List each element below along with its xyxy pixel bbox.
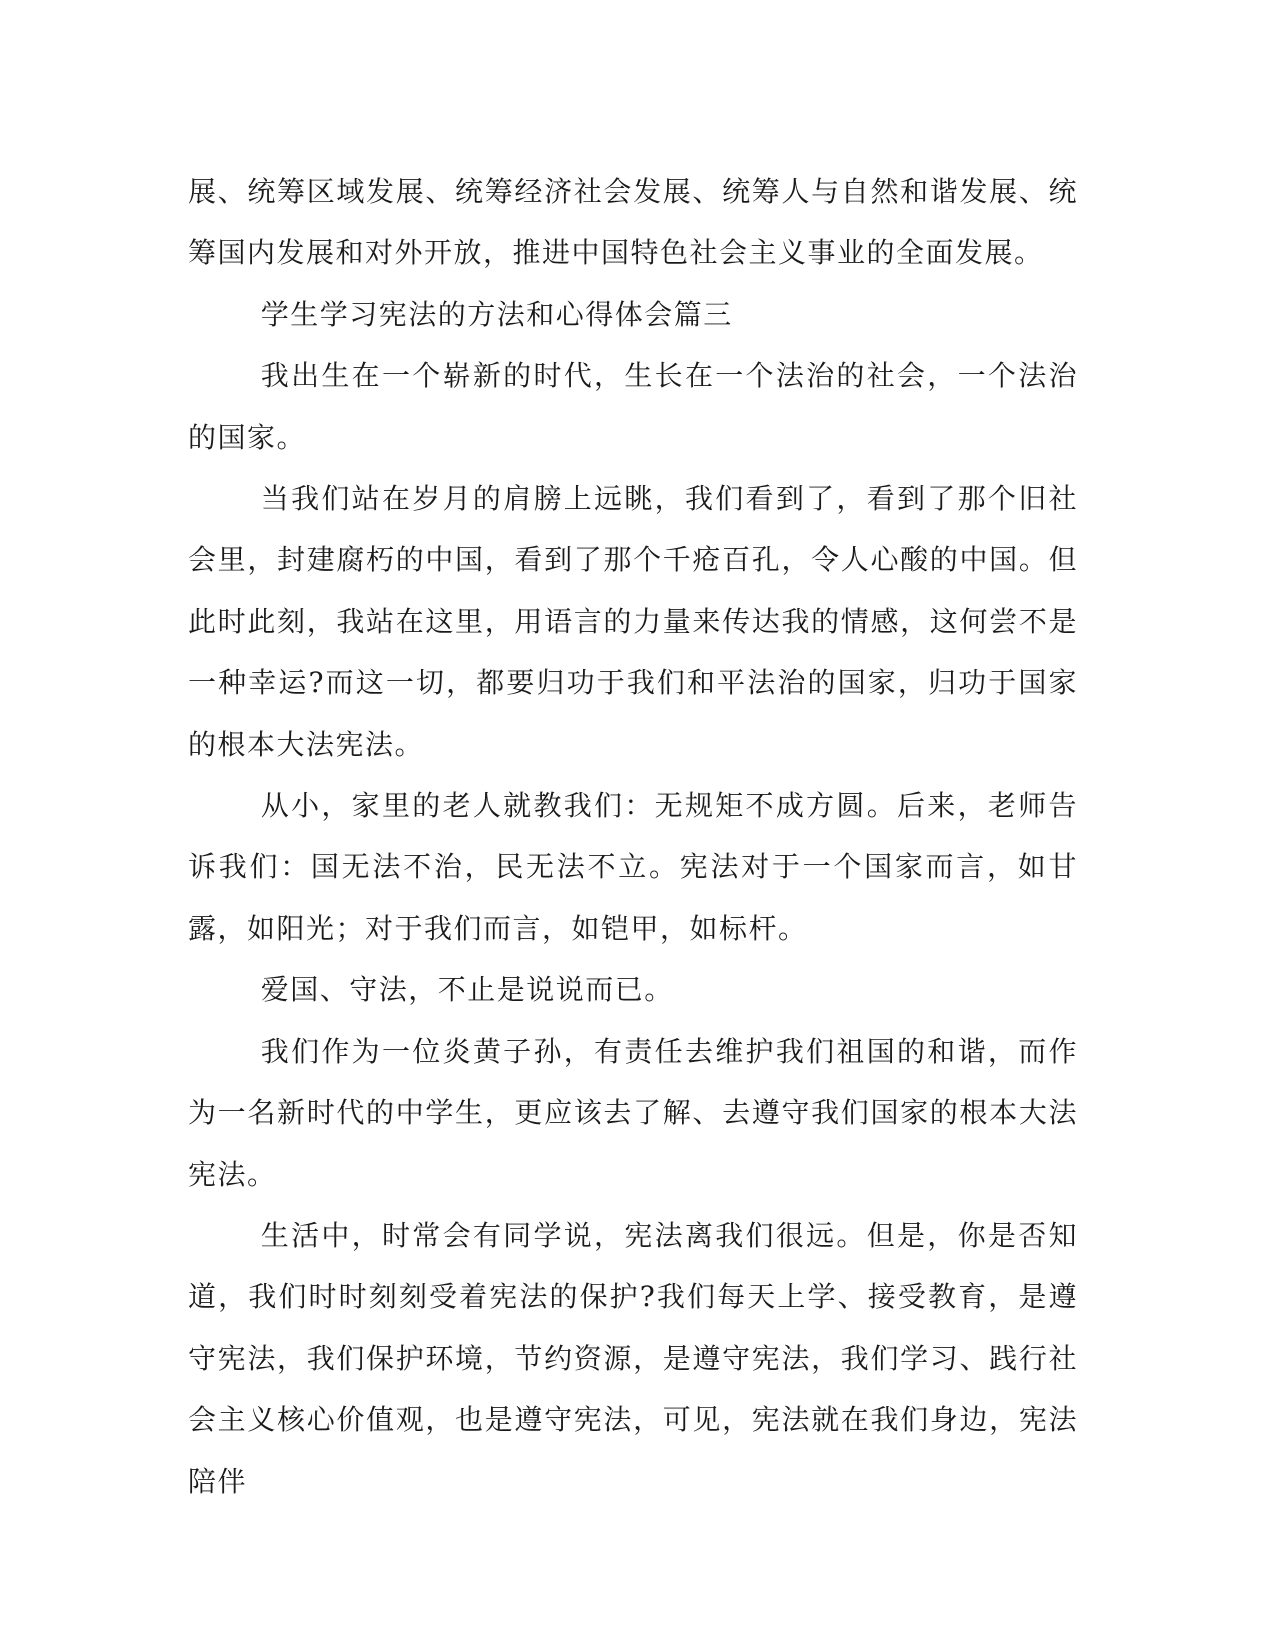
paragraph-6: 我们作为一位炎黄子孙，有责任去维护我们祖国的和谐，而作为一名新时代的中学生，更应该去了解、去遵守我们国家的根本大法宪法。 bbox=[188, 1034, 1078, 1191]
paragraph-2: 我出生在一个崭新的时代，生长在一个法治的社会，一个法治的国家。 bbox=[188, 359, 1078, 454]
section-heading: 学生学习宪法的方法和心得体会篇三 bbox=[260, 297, 733, 331]
paragraph-3: 当我们站在岁月的肩膀上远眺，我们看到了，看到了那个旧社会里，封建腐朽的中国，看到了那个千疮百孔，令人心酸的中国。但此时此刻，我站在这里，用语言的力量来传达我的情感，这何尝不是一种幸运?而这一切，都要归功于我们和平法治的国家，归功于国家的根本大法宪法。 bbox=[188, 482, 1078, 761]
paragraph-7: 生活中，时常会有同学说，宪法离我们很远。但是，你是否知道，我们时时刻刻受着宪法的保护?我们每天上学、接受教育，是遵守宪法，我们保护环境，节约资源，是遵守宪法，我们学习、践行社会主义核心价值观，也是遵守宪法，可见，宪法就在我们身边，宪法陪伴 bbox=[188, 1218, 1078, 1498]
body-text bbox=[188, 161, 1078, 1512]
paragraph-4: 从小，家里的老人就教我们：无规矩不成方圆。后来，老师告诉我们：国无法不治，民无法不立。宪法对于一个国家而言，如甘露，如阳光；对于我们而言，如铠甲，如标杆。 bbox=[188, 789, 1078, 945]
paragraph-1: 展、统筹区域发展、统筹经济社会发展、统筹人与自然和谐发展、统筹国内发展和对外开放，推进中国特色社会主义事业的全面发展。 bbox=[188, 175, 1078, 270]
paragraph-5: 爱国、守法，不止是说说而已。 bbox=[260, 973, 674, 1007]
